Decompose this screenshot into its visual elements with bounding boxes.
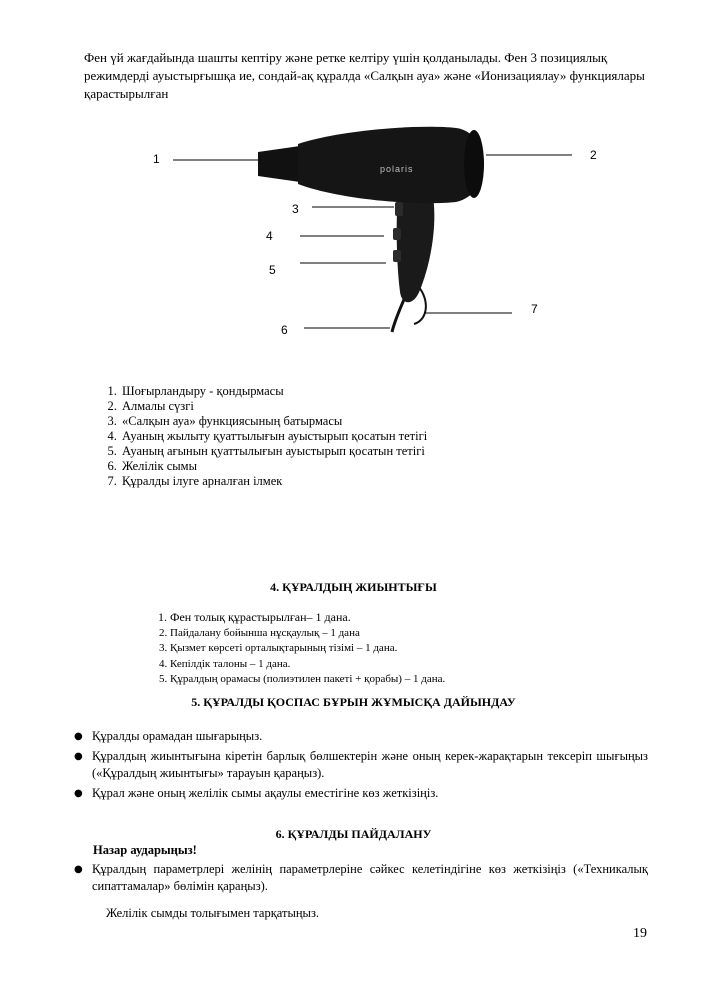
- switch-4: [393, 228, 401, 240]
- callout-7: 7: [531, 302, 538, 316]
- kit-list: [140, 610, 620, 688]
- switch-3: [395, 202, 403, 216]
- list-item: ● Құралдың параметрлері желінің параметрлеріне сәйкес келетіндігіне көз жеткізіңіз («Техникалық сипаттамалар» бөлімін қараңыз).: [90, 861, 648, 895]
- list-item: 4. Ауаның жылыту қуаттылығын ауыстырып қосатын тетігі: [120, 429, 620, 444]
- section-6-title: 6. ҚҰРАЛДЫ ПАЙДАЛАНУ: [275, 827, 432, 841]
- hair-dryer-illustration: [0, 110, 707, 350]
- list-item: 3. Қызмет көрсеті орталықтарының тізімі – 1 дана.: [170, 641, 620, 657]
- usage-list: [90, 861, 648, 898]
- callout-4: 4: [266, 229, 273, 243]
- callout-3: 3: [292, 202, 299, 216]
- list-item: 2. Алмалы сүзгі: [120, 399, 620, 414]
- section-5-title: 5. ҚҰРАЛДЫ ҚОСПАС БҰРЫН ЖҰМЫСҚА ДАЙЫНДАУ: [191, 695, 516, 709]
- switch-5: [393, 250, 401, 262]
- callout-5: 5: [269, 263, 276, 277]
- list-item: 4. Кепілдік талоны – 1 дана.: [170, 657, 620, 673]
- list-item: 3. «Салқын ауа» функциясының батырмасы: [120, 414, 620, 429]
- attention-label: Назар аударыңыз!: [93, 843, 197, 857]
- list-item: 1. Шоғырландыру - қондырмасы: [120, 384, 620, 399]
- list-item: ● Құрал және оның желілік сымы ақаулы еместігіне көз жеткізіңіз.: [90, 785, 648, 802]
- list-item: 5. Құралдың орамасы (полиэтилен пакеті + қорабы) – 1 дана.: [170, 672, 620, 688]
- hair-dryer-figure: [0, 110, 707, 350]
- list-item: ● Құралдың жиынтығына кіретін барлық бөлшектерін және оның керек-жарақтарын тексеріп шығыңыз («Құралдың жиынтығы» тарауын қараңыз).: [90, 748, 648, 782]
- preparation-list: [90, 728, 648, 805]
- parts-list: [84, 384, 620, 489]
- list-item: 1. Фен толық құрастырылған– 1 дана.: [170, 610, 620, 626]
- usage-note: Желілік сымды толығымен тарқатыңыз.: [106, 906, 320, 920]
- callout-6: 6: [281, 323, 288, 337]
- callout-2: 2: [590, 148, 597, 162]
- list-item: 6. Желілік сымы: [120, 459, 620, 474]
- intro-paragraph: Фен үй жағдайында шашты кептіру және ретке келтіру үшін қолданылады. Фен 3 позициялық режимдерді ауыстырғышқа ие, сондай-ақ құралда «Салқын ауа» және «Ионизациялау» функциялары қарастырылған: [84, 50, 645, 101]
- page-number: 19: [633, 926, 647, 941]
- list-item: ● Құралды орамадан шығарыңыз.: [90, 728, 648, 745]
- list-item: 2. Пайдалану бойынша нұсқаулық – 1 дана: [170, 626, 620, 642]
- callout-1: 1: [153, 152, 160, 166]
- brand-logo: polaris: [380, 164, 414, 174]
- list-item: 5. Ауаның ағынын қуаттылығын ауыстырып қосатын тетігі: [120, 444, 620, 459]
- section-4-title: 4. ҚҰРАЛДЫҢ ЖИЫНТЫҒЫ: [270, 580, 437, 594]
- rear-filter: [464, 130, 484, 198]
- list-item: 7. Құралды ілуге арналған ілмек: [120, 474, 620, 489]
- nozzle: [258, 146, 300, 182]
